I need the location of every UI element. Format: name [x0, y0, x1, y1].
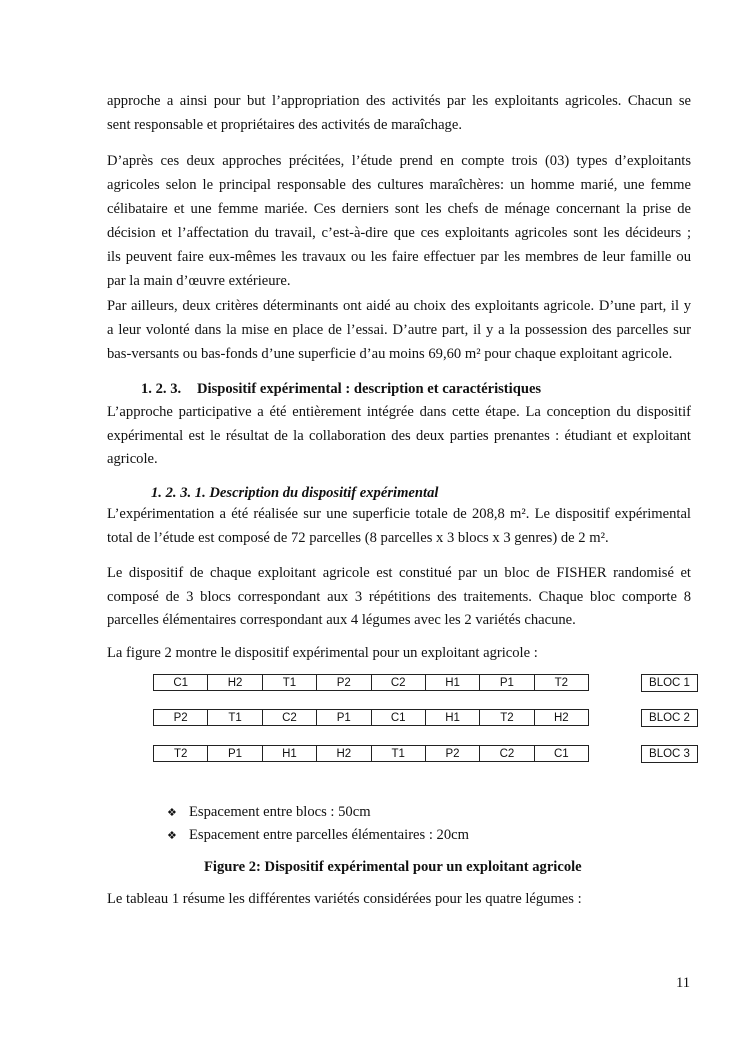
plot-cell: T1	[372, 746, 426, 761]
diamond-bullet-icon: ❖	[167, 806, 177, 819]
plot-cell: H2	[208, 675, 262, 690]
text-line: agricole.	[107, 451, 158, 467]
text-line: approche a ainsi pour but l’appropriation des activités par les exploitants agricoles. Chacun se	[107, 93, 691, 109]
bullet-text: Espacement entre parcelles élémentaires : 20cm	[189, 827, 469, 843]
plot-cell: P1	[317, 710, 371, 725]
plot-cell: P1	[208, 746, 262, 761]
bullet-item	[167, 803, 371, 822]
text-line: Le dispositif de chaque exploitant agricole est constitué par un bloc de FISHER randomisé et	[107, 565, 691, 581]
plot-cell: H1	[426, 710, 480, 725]
diamond-bullet-icon: ❖	[167, 829, 177, 842]
plot-cell: T2	[554, 677, 569, 689]
plot-cell: H1	[263, 746, 317, 761]
text-line: L’approche participative a été entièrement intégrée dans cette étape. La conception du dispositif	[107, 404, 691, 420]
bloc-label: BLOC 3	[641, 745, 698, 763]
plot-cell: T1	[208, 710, 262, 725]
plot-cell: C2	[263, 710, 317, 725]
figure-caption: Figure 2: Dispositif expérimental pour un exploitant agricole	[204, 859, 582, 875]
plot-cell: C1	[553, 748, 569, 760]
bloc-label: BLOC 1	[641, 674, 698, 692]
plot-cell: T2	[480, 710, 534, 725]
text-line: D’après ces deux approches précitées, l’étude prend en compte trois (03) types d’exploitants	[107, 153, 691, 169]
bloc-1-row	[153, 674, 589, 691]
plot-cell: P2	[154, 710, 208, 725]
text-line: Par ailleurs, deux critères déterminants ont aidé au choix des exploitants agricole. D’une part, il y	[107, 298, 691, 314]
text-line: composé de 3 blocs correspondant aux 3 répétitions des traitements. Chaque bloc comporte 8	[107, 589, 691, 605]
subsection-heading: 1. 2. 3. 1. Description du dispositif expérimental	[151, 485, 439, 501]
bloc-3-row	[153, 745, 589, 762]
bullet-item	[167, 826, 469, 845]
text-line: célibataire et une femme mariée. Ces derniers sont les chefs de ménage concernant la prise de	[107, 201, 691, 217]
plot-cell: H2	[317, 746, 371, 761]
plot-cell: P2	[317, 675, 371, 690]
bullet-text: Espacement entre blocs : 50cm	[189, 804, 371, 820]
page-number: 11	[676, 975, 691, 991]
text-line: expérimental est le résultat de la collaboration des deux parties prenantes : étudiant et exploitant	[107, 428, 691, 444]
plot-cell: C2	[480, 746, 534, 761]
plot-cell: C1	[154, 675, 208, 690]
bloc-label: BLOC 2	[641, 709, 698, 727]
plot-cell: P2	[426, 746, 480, 761]
text-line: La figure 2 montre le dispositif expérimental pour un exploitant agricole :	[107, 645, 538, 661]
text-line: total de l’étude est composé de 72 parcelles (8 parcelles x 3 blocs x 3 genres) de 2 m².	[107, 530, 609, 546]
text-line: par la main d’œuvre extérieure.	[107, 273, 291, 289]
bloc-2-row	[153, 709, 589, 726]
plot-cell: P1	[480, 675, 534, 690]
text-line: parcelles élémentaires correspondant aux 4 légumes avec les 2 variétés chacune.	[107, 612, 576, 628]
section-number: 1. 2. 3.	[141, 381, 182, 397]
text-line: décision et l’affectation du travail, c’est-à-dire que ces exploitants agricoles sont les décideurs ;	[107, 225, 691, 241]
plot-cell: H2	[553, 712, 569, 724]
text-line: sent responsable et propriétaires des activités de maraîchage.	[107, 117, 462, 133]
plot-cell: T2	[154, 746, 208, 761]
text-line: L’expérimentation a été réalisée sur une superficie totale de 208,8 m². Le dispositif expérimental	[107, 506, 691, 522]
section-heading: Dispositif expérimental : description et caractéristiques	[197, 381, 542, 397]
plot-cell: C2	[372, 675, 426, 690]
text-line: Le tableau 1 résume les différentes variétés considérées pour les quatre légumes :	[107, 891, 582, 907]
text-line: bas-versants ou bas-fonds d’une superficie d’au moins 69,60 m² pour chaque exploitant agricole.	[107, 346, 673, 362]
text-line: a leur volonté dans la mise en place de l’essai. D’autre part, il y a la possession des parcelles sur	[107, 322, 691, 338]
plot-cell: T1	[263, 675, 317, 690]
plot-cell: H1	[426, 675, 480, 690]
plot-cell: C1	[372, 710, 426, 725]
text-line: ils peuvent faire eux-mêmes les travaux ou les faire effectuer par les membres de leur famille ou	[107, 249, 691, 265]
text-line: agricoles selon le principal responsable des cultures maraîchères: un homme marié, une femme	[107, 177, 691, 193]
